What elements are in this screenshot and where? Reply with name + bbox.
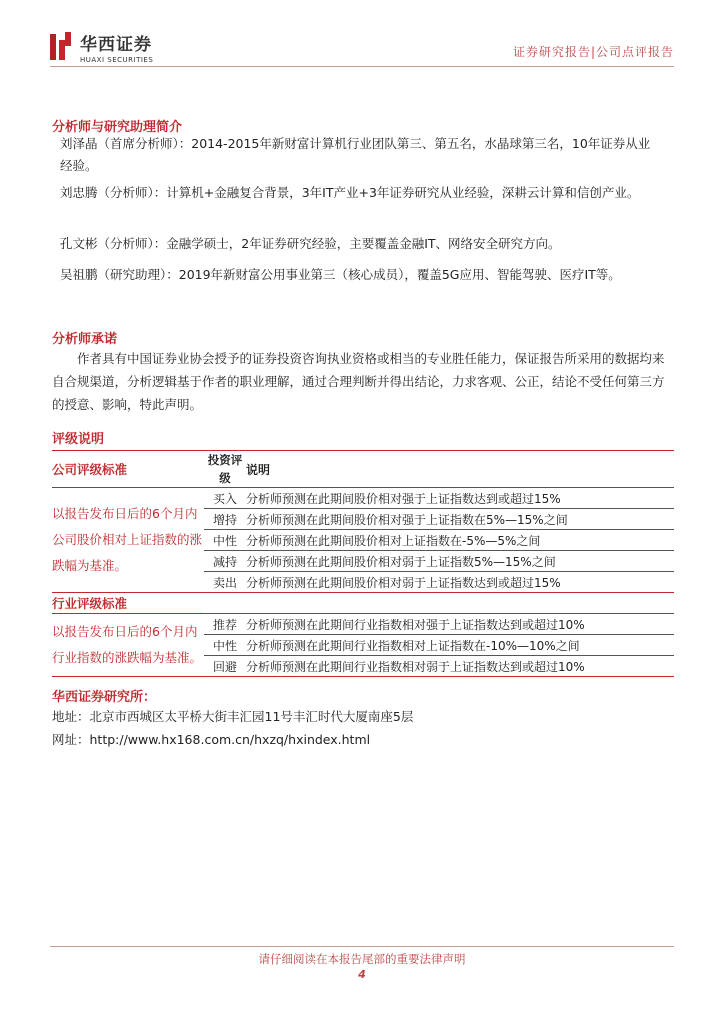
analyst-bio-3: 孔文彬（分析师）：金融学硕士，2年证券研究经验，主要覆盖金融IT、网络安全研究方向。 [60, 236, 561, 251]
rating-table [52, 450, 674, 677]
grade-cell: 增持 [204, 509, 246, 530]
table-row [52, 488, 674, 509]
desc-cell: 分析师预测在此期间行业指数相对上证指数在-10%—10%之间 [246, 635, 674, 656]
huaxi-logo-icon [50, 32, 72, 62]
analyst-bio-2: 刘忠腾（分析师）：计算机+金融复合背景，3年IT产业+3年证券研究从业经验，深耕云计算和信创产业。 [60, 185, 640, 200]
analysts-title: 分析师与研究助理简介 [52, 120, 183, 135]
legal-notice: 请仔细阅读在本报告尾部的重要法律声明 [258, 952, 466, 966]
grade-cell: 回避 [204, 656, 246, 677]
commitment-title: 分析师承诺 [52, 332, 118, 347]
grade-cell: 中性 [204, 530, 246, 551]
desc-cell: 分析师预测在此期间行业指数相对弱于上证指数达到或超过10% [246, 656, 674, 677]
grade-cell: 推荐 [204, 614, 246, 635]
institute-address: 地址：北京市西城区太平桥大街丰汇园11号丰汇时代大厦南座5层 [52, 709, 414, 724]
desc-cell: 分析师预测在此期间股价相对强于上证指数在5%—15%之间 [246, 509, 674, 530]
analyst-bio-1: 刘泽晶（首席分析师）：2014-2015年新财富计算机行业团队第三、第五名，水晶球第三名，10年证券从业经验。 [60, 136, 651, 173]
institute-website[interactable]: 网址：http://www.hx168.com.cn/hxzq/hxindex.html [52, 732, 371, 747]
report-type: 证券研究报告|公司点评报告 [512, 45, 674, 59]
analyst-bio-4: 吴祖鹏（研究助理）：2019年新财富公用事业第三（核心成员），覆盖5G应用、智能驾驶、医疗IT等。 [60, 267, 621, 282]
logo-name-en: HUAXI SECURITIES [80, 56, 154, 64]
rating-header-row [52, 451, 674, 488]
page-number: 4 [358, 968, 366, 981]
grade-cell: 减持 [204, 551, 246, 572]
desc-cell: 分析师预测在此期间股价相对弱于上证指数5%—15%之间 [246, 551, 674, 572]
invest-rating-header: 投资评级 [204, 451, 246, 488]
header-divider [50, 66, 674, 67]
page-header [50, 30, 674, 70]
commitment-text: 作者具有中国证券业协会授予的证券投资咨询执业资格或相当的专业胜任能力，保证报告所采用的数据均来自合规渠道，分析逻辑基于作者的职业理解，通过合理判断并得出结论，力求客观、公正，结论不受任何第三方的授意、影响，特此声明。 [52, 351, 665, 412]
table-row [52, 614, 674, 635]
company-rating-header: 公司评级标准 [52, 451, 204, 488]
desc-cell: 分析师预测在此期间行业指数相对强于上证指数达到或超过10% [246, 614, 674, 635]
grade-cell: 买入 [204, 488, 246, 509]
grade-cell: 卖出 [204, 572, 246, 593]
logo-name-cn: 华西证券 [80, 35, 152, 55]
desc-header: 说明 [246, 451, 674, 488]
industry-rating-header: 行业评级标准 [52, 593, 204, 614]
desc-cell: 分析师预测在此期间股价相对弱于上证指数达到或超过15% [246, 572, 674, 593]
institute-title: 华西证券研究所： [52, 690, 157, 705]
desc-cell: 分析师预测在此期间股价相对强于上证指数达到或超过15% [246, 488, 674, 509]
grade-cell: 中性 [204, 635, 246, 656]
huaxi-logo [50, 30, 153, 64]
company-basis: 以报告发布日后的6个月内公司股价相对上证指数的涨跌幅为基准。 [52, 488, 204, 593]
desc-cell: 分析师预测在此期间股价相对上证指数在-5%—5%之间 [246, 530, 674, 551]
industry-header-row [52, 593, 674, 614]
footer-divider [50, 946, 674, 947]
industry-basis: 以报告发布日后的6个月内行业指数的涨跌幅为基准。 [52, 614, 204, 677]
rating-title: 评级说明 [52, 432, 105, 447]
